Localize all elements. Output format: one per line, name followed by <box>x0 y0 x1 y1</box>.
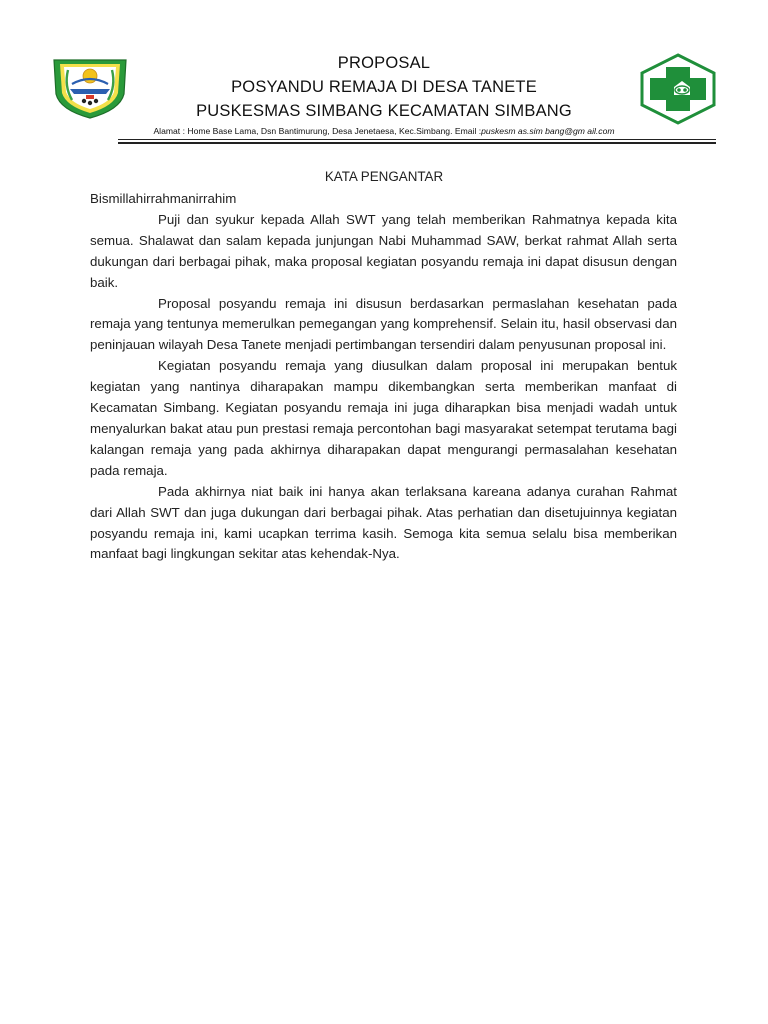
opening-line: Bismillahirrahmanirrahim <box>90 191 237 206</box>
proposal-title: PROPOSAL <box>337 54 431 72</box>
proposal-subject: POSYANDU REMAJA DI DESA TANETE <box>231 78 537 96</box>
institution-name: PUSKESMAS SIMBANG KECAMATAN SIMBANG <box>196 102 572 120</box>
header-divider-thick <box>118 142 716 144</box>
paragraph-2: Proposal posyandu remaja ini disusun berdasarkan permaslahan kesehatan pada remaja yang tentunya memerulkan pemegangan yang komprehensif. Selain itu, hasil observasi dan peninjauan wilayah Desa Tanete menjadi pertimbangan tersendiri dalam penyusunan proposal ini. <box>90 295 677 353</box>
address-text: Alamat : Home Base Lama, Dsn Bantimurung, Desa Jenetaesa, Kec.Simbang. Email : <box>153 126 482 136</box>
body-text <box>90 189 677 565</box>
paragraph-1: Puji dan syukur kepada Allah SWT yang telah memberikan Rahmatnya kepada kita semua. Shalawat dan salam kepada junjungan Nabi Muhammad SAW, berkat rahmat Allah serta dukungan dari berbagai pihak, maka proposal kegiatan posyandu remaja ini dapat disusun dengan baik. <box>90 211 677 290</box>
paragraph-4: Pada akhirnya niat baik ini hanya akan terlaksana kareana adanya curahan Rahmat dari Allah SWT dan juga dukungan dari berbagai pihak. Atas perhatian dan disetujuinnya kegiatan posyandu remaja ini, kami ucapkan terrima kasih. Semoga kita semua selalu bisa memberikan manfaat bagi lingkungan sekitar atas kehendak-Nya. <box>90 483 677 562</box>
header-divider-thin <box>118 139 716 140</box>
address-line <box>0 126 768 136</box>
email-address: puskesm as.sim bang@gm ail.com <box>481 126 615 136</box>
paragraph-3: Kegiatan posyandu remaja yang diusulkan dalam proposal ini merupakan bentuk kegiatan yang nantinya diharapakan mampu dikembangkan serta memberikan manfaat di Kecamatan Simbang. Kegiatan posyandu remaja ini juga diharapkan bisa menjadi wadah untuk menyalurkan bakat atau pun prestasi remaja percontohan bagi masyarakat setempat terutama bagi kalangan remaja yang pada akhirnya diharapakan dapat mengurangi permasalahan kesehatan pada remaja. <box>90 358 677 478</box>
section-title: KATA PENGANTAR <box>324 169 444 184</box>
